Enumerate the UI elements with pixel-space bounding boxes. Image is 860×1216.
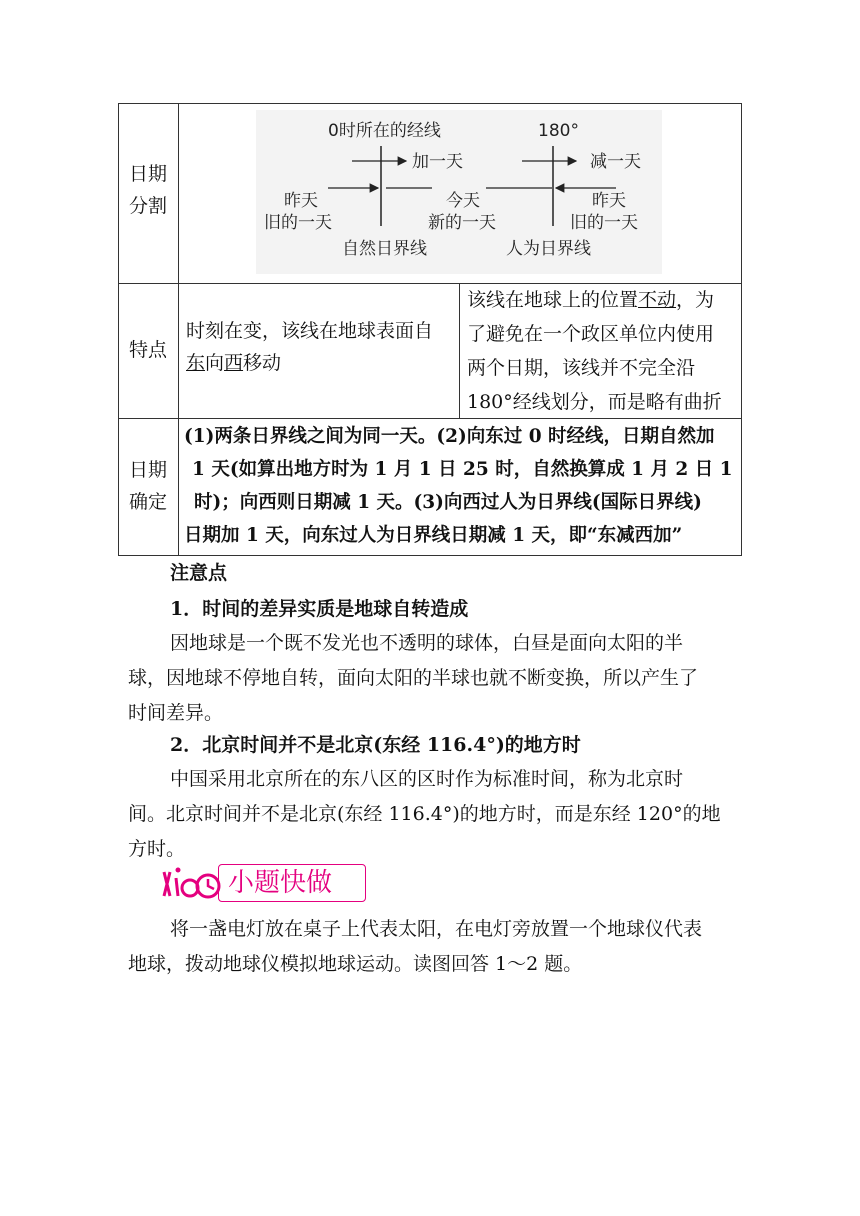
table-vline-label [178,103,179,556]
quick-title: 小题快做 [228,868,333,898]
date-determination-text: (1)两条日界线之间为同一天。(2)向东过 0 时经线，日期自然加 1 天(如算出地方时为 1 月 1 日 25 时，自然换算成 1 月 2 日 1 时)；向西则日期减 1 天。(3)向西过人为日界线(国际日界线) 日期加 1 天，向东过人为日界线日期减 1 天，即“东减西加” [184,426,733,546]
note-2-paragraph: 中国采用北京所在的东八区的区时作为标准时间，称为北京时 间。北京时间并不是北京(东经 116.4°)的地方时，而是东经 120°的地 方时。 [128,768,721,860]
note-1-paragraph: 因地球是一个既不发光也不透明的球体，白昼是面向太阳的半 球，因地球不停地自转，面向太阳的半球也就不断变换，所以产生了 时间差异。 [128,632,699,724]
row-label-date-split: 日期分割 [128,163,167,217]
note-2-heading: 2．北京时间并不是北京(东经 116.4°)的地方时 [170,734,581,756]
row-label-date-determination: 日期确定 [128,459,167,513]
yesterday-left-label: 昨天 [284,191,318,211]
notes-heading: 注意点 [170,562,228,584]
quick-exercise-banner [160,862,370,906]
yesterday-right-label: 昨天 [592,191,626,211]
note-1-heading: 1．时间的差异实质是地球自转造成 [170,598,469,620]
quick-exercise-paragraph: 将一盏电灯放在桌子上代表太阳，在电灯旁放置一个地球仪代表 地球，拨动地球仪模拟地球运动。读图回答 1～2 题。 [128,918,703,975]
today-label: 今天 [446,191,480,211]
add-day-label: 加一天 [412,152,463,172]
deg180-label: 180° [538,121,579,141]
old-day-right-label: 旧的一天 [570,213,638,233]
date-line-diagram [256,110,662,274]
artificial-line-label: 人为日界线 [506,239,591,259]
feature-natural-line: 时刻在变，该线在地球表面自 东向西移动 [186,320,434,374]
new-day-label: 新的一天 [428,213,496,233]
clock-logo-icon [160,862,222,906]
zero-meridian-label: 0时所在的经线 [328,121,441,141]
table-vline-col2 [459,283,460,418]
feature-artificial-line: 该线在地球上的位置不动，为 了避免在一个政区单位内使用 两个日期，该线并不完全沿 180°经线划分，而是略有曲折 [467,289,722,413]
subtract-day-label: 减一天 [590,152,641,172]
old-day-left-label: 旧的一天 [264,213,332,233]
natural-line-label: 自然日界线 [342,239,427,259]
row-label-features: 特点 [128,339,167,361]
